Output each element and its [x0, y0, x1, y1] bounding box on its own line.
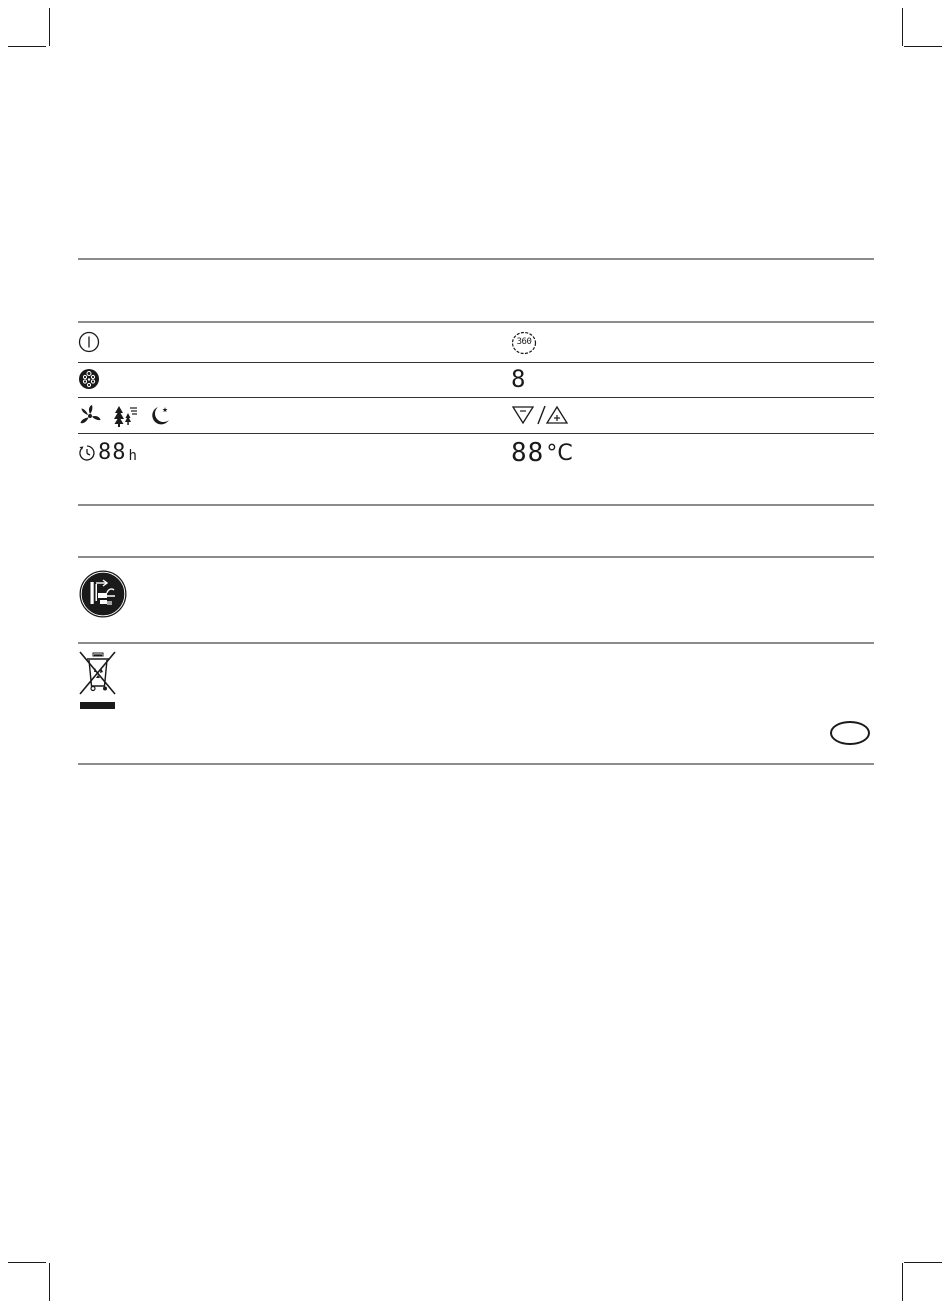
natural-wind-icon	[112, 404, 138, 428]
timer-unit: h	[128, 448, 138, 464]
power-icon	[78, 331, 100, 353]
crop-mark	[904, 46, 942, 47]
rotation-row	[511, 331, 537, 355]
rotation-360-icon	[511, 331, 537, 355]
section-divider	[78, 763, 874, 765]
single-digit-row	[511, 366, 526, 392]
crop-mark	[8, 46, 46, 47]
crop-mark	[902, 1263, 903, 1301]
section-divider	[78, 642, 874, 644]
temp-down-up-icon	[511, 404, 569, 426]
timer-row	[78, 441, 138, 465]
temp-adjust-row	[511, 404, 569, 426]
fan-speed-icon	[78, 368, 100, 390]
row-divider	[78, 433, 874, 434]
crop-mark	[904, 1262, 942, 1263]
temperature-unit: °C	[546, 441, 573, 466]
timer-icon	[78, 444, 96, 462]
fan-mode-icon	[78, 404, 102, 428]
fan-speed-row	[78, 368, 100, 390]
single-digit-display: 8	[511, 365, 527, 393]
section-divider	[78, 258, 874, 260]
section-divider	[78, 321, 874, 323]
section-divider	[78, 504, 874, 506]
row-divider	[78, 362, 874, 363]
language-badge	[830, 721, 870, 745]
temperature-digits: 88	[511, 438, 545, 468]
crop-mark	[49, 8, 50, 46]
crop-mark	[49, 1263, 50, 1301]
sleep-moon-icon	[148, 404, 172, 428]
timer-digits: 88	[98, 440, 127, 465]
power-row	[78, 331, 100, 353]
temperature-row	[511, 439, 573, 467]
crossed-bin-icon	[78, 650, 118, 712]
unplug-before-service-icon	[78, 569, 128, 619]
row-divider	[78, 397, 874, 398]
mode-row	[78, 404, 172, 428]
rotation-360-label: 360	[516, 337, 532, 347]
crop-mark	[902, 8, 903, 46]
crop-mark	[8, 1262, 46, 1263]
section-divider	[78, 556, 874, 558]
